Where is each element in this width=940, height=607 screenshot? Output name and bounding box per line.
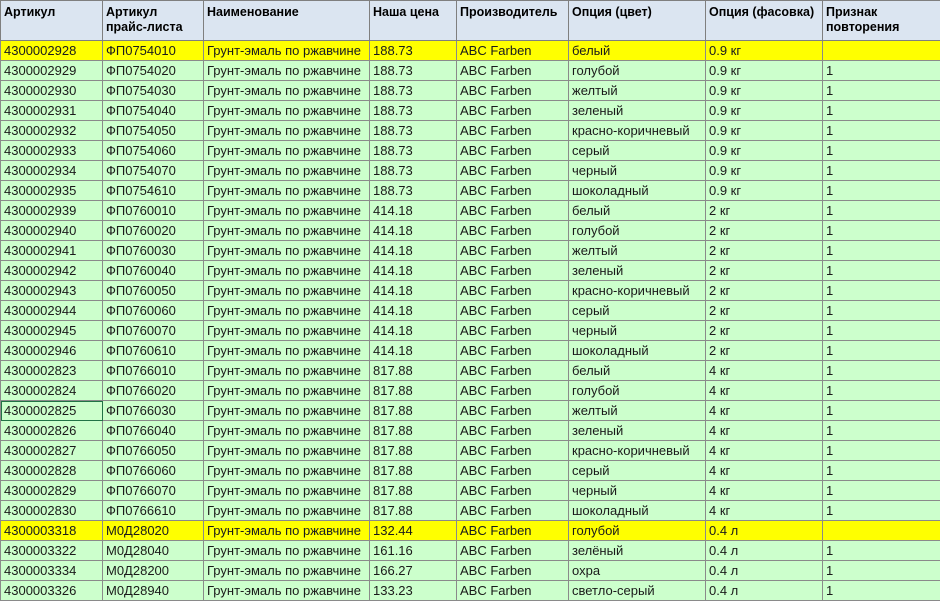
cell-pack[interactable]: 0.4 л	[706, 541, 823, 561]
cell-price-article[interactable]: ФП0754610	[103, 181, 204, 201]
cell-price-article[interactable]: ФП0760010	[103, 201, 204, 221]
cell-maker[interactable]: ABC Farben	[457, 121, 569, 141]
cell-name[interactable]: Грунт-эмаль по ржавчине	[204, 281, 370, 301]
cell-name[interactable]: Грунт-эмаль по ржавчине	[204, 361, 370, 381]
cell-pack[interactable]: 4 кг	[706, 441, 823, 461]
cell-price[interactable]: 414.18	[370, 321, 457, 341]
cell-repeat[interactable]: 1	[823, 101, 940, 121]
cell-maker[interactable]: ABC Farben	[457, 381, 569, 401]
cell-name[interactable]: Грунт-эмаль по ржавчине	[204, 401, 370, 421]
cell-price[interactable]: 414.18	[370, 201, 457, 221]
cell-article[interactable]: 4300003326	[1, 581, 103, 601]
cell-maker[interactable]: ABC Farben	[457, 561, 569, 581]
cell-maker[interactable]: ABC Farben	[457, 341, 569, 361]
cell-name[interactable]: Грунт-эмаль по ржавчине	[204, 121, 370, 141]
cell-name[interactable]: Грунт-эмаль по ржавчине	[204, 481, 370, 501]
cell-color[interactable]: голубой	[569, 221, 706, 241]
cell-price-article[interactable]: ФП0754010	[103, 41, 204, 61]
cell-maker[interactable]: ABC Farben	[457, 321, 569, 341]
cell-price[interactable]: 188.73	[370, 101, 457, 121]
cell-price[interactable]: 414.18	[370, 241, 457, 261]
table-row	[1, 281, 940, 301]
cell-maker[interactable]: ABC Farben	[457, 161, 569, 181]
cell-price-article[interactable]: ФП0754030	[103, 81, 204, 101]
cell-price-article[interactable]: ФП0754060	[103, 141, 204, 161]
cell-repeat[interactable]	[823, 41, 940, 61]
cell-price-article[interactable]: М0Д28020	[103, 521, 204, 541]
cell-maker[interactable]: ABC Farben	[457, 221, 569, 241]
table-row	[1, 161, 940, 181]
cell-repeat[interactable]: 1	[823, 81, 940, 101]
cell-color[interactable]: белый	[569, 41, 706, 61]
cell-price-article[interactable]: М0Д28040	[103, 541, 204, 561]
cell-price-article[interactable]: ФП0760050	[103, 281, 204, 301]
cell-repeat[interactable]: 1	[823, 421, 940, 441]
cell-name[interactable]: Грунт-эмаль по ржавчине	[204, 381, 370, 401]
cell-price[interactable]: 817.88	[370, 461, 457, 481]
cell-pack[interactable]: 4 кг	[706, 481, 823, 501]
cell-article[interactable]: 4300003318	[1, 521, 103, 541]
cell-name[interactable]: Грунт-эмаль по ржавчине	[204, 441, 370, 461]
cell-article[interactable]: 4300002827	[1, 441, 103, 461]
cell-name[interactable]: Грунт-эмаль по ржавчине	[204, 421, 370, 441]
cell-color[interactable]: шоколадный	[569, 181, 706, 201]
header-repeat[interactable]: Признак повторения	[823, 1, 940, 41]
cell-maker[interactable]: ABC Farben	[457, 581, 569, 601]
cell-price-article[interactable]: ФП0754020	[103, 61, 204, 81]
cell-price-article[interactable]: ФП0760060	[103, 301, 204, 321]
cell-maker[interactable]: ABC Farben	[457, 261, 569, 281]
table-row	[1, 521, 940, 541]
cell-pack[interactable]: 4 кг	[706, 361, 823, 381]
table-row	[1, 81, 940, 101]
table-row	[1, 581, 940, 601]
cell-price[interactable]: 188.73	[370, 81, 457, 101]
cell-article[interactable]: 4300002825	[1, 401, 103, 421]
cell-price-article[interactable]: ФП0760020	[103, 221, 204, 241]
cell-maker[interactable]: ABC Farben	[457, 181, 569, 201]
cell-color[interactable]: белый	[569, 361, 706, 381]
cell-color[interactable]: голубой	[569, 521, 706, 541]
cell-color[interactable]: черный	[569, 321, 706, 341]
cell-price-article[interactable]: ФП0766040	[103, 421, 204, 441]
cell-maker[interactable]: ABC Farben	[457, 101, 569, 121]
cell-color[interactable]: черный	[569, 481, 706, 501]
cell-article[interactable]: 4300002946	[1, 341, 103, 361]
cell-repeat[interactable]: 1	[823, 241, 940, 261]
cell-price[interactable]: 161.16	[370, 541, 457, 561]
cell-repeat[interactable]: 1	[823, 561, 940, 581]
cell-price[interactable]: 414.18	[370, 341, 457, 361]
cell-color[interactable]: зеленый	[569, 101, 706, 121]
table-row	[1, 181, 940, 201]
cell-color[interactable]: голубой	[569, 61, 706, 81]
cell-pack[interactable]: 0.9 кг	[706, 61, 823, 81]
cell-name[interactable]: Грунт-эмаль по ржавчине	[204, 261, 370, 281]
cell-name[interactable]: Грунт-эмаль по ржавчине	[204, 81, 370, 101]
cell-pack[interactable]: 4 кг	[706, 401, 823, 421]
cell-name[interactable]: Грунт-эмаль по ржавчине	[204, 501, 370, 521]
cell-color[interactable]: серый	[569, 461, 706, 481]
cell-price-article[interactable]: ФП0766020	[103, 381, 204, 401]
cell-pack[interactable]: 0.9 кг	[706, 121, 823, 141]
cell-price[interactable]: 132.44	[370, 521, 457, 541]
cell-color[interactable]: зеленый	[569, 421, 706, 441]
cell-maker[interactable]: ABC Farben	[457, 201, 569, 221]
cell-article[interactable]: 4300002828	[1, 461, 103, 481]
cell-name[interactable]: Грунт-эмаль по ржавчине	[204, 101, 370, 121]
cell-color[interactable]: зеленый	[569, 261, 706, 281]
cell-pack[interactable]: 4 кг	[706, 461, 823, 481]
cell-maker[interactable]: ABC Farben	[457, 421, 569, 441]
table-row	[1, 41, 940, 61]
cell-repeat[interactable]: 1	[823, 361, 940, 381]
table-row	[1, 541, 940, 561]
table-row	[1, 441, 940, 461]
cell-maker[interactable]: ABC Farben	[457, 81, 569, 101]
cell-article[interactable]: 4300002945	[1, 321, 103, 341]
cell-article[interactable]: 4300003322	[1, 541, 103, 561]
cell-price-article[interactable]: М0Д28940	[103, 581, 204, 601]
cell-name[interactable]: Грунт-эмаль по ржавчине	[204, 581, 370, 601]
table-body	[1, 41, 940, 601]
table-row	[1, 241, 940, 261]
cell-price[interactable]: 817.88	[370, 381, 457, 401]
cell-name[interactable]: Грунт-эмаль по ржавчине	[204, 241, 370, 261]
cell-article[interactable]: 4300002930	[1, 81, 103, 101]
cell-color[interactable]: охра	[569, 561, 706, 581]
cell-article[interactable]: 4300002929	[1, 61, 103, 81]
cell-article[interactable]: 4300002944	[1, 301, 103, 321]
cell-price-article[interactable]: ФП0760030	[103, 241, 204, 261]
cell-price[interactable]: 188.73	[370, 121, 457, 141]
header-maker[interactable]: Производитель	[457, 1, 569, 41]
cell-price[interactable]: 414.18	[370, 261, 457, 281]
cell-name[interactable]: Грунт-эмаль по ржавчине	[204, 41, 370, 61]
cell-maker[interactable]: ABC Farben	[457, 481, 569, 501]
cell-maker[interactable]: ABC Farben	[457, 141, 569, 161]
table-row	[1, 341, 940, 361]
cell-price[interactable]: 414.18	[370, 301, 457, 321]
cell-name[interactable]: Грунт-эмаль по ржавчине	[204, 541, 370, 561]
cell-name[interactable]: Грунт-эмаль по ржавчине	[204, 341, 370, 361]
cell-price[interactable]: 414.18	[370, 281, 457, 301]
cell-maker[interactable]: ABC Farben	[457, 41, 569, 61]
cell-maker[interactable]: ABC Farben	[457, 61, 569, 81]
cell-name[interactable]: Грунт-эмаль по ржавчине	[204, 221, 370, 241]
cell-repeat[interactable]: 1	[823, 161, 940, 181]
cell-color[interactable]: белый	[569, 201, 706, 221]
table-row	[1, 201, 940, 221]
cell-repeat[interactable]: 1	[823, 501, 940, 521]
cell-name[interactable]: Грунт-эмаль по ржавчине	[204, 161, 370, 181]
table-row	[1, 141, 940, 161]
cell-maker[interactable]: ABC Farben	[457, 441, 569, 461]
header-price[interactable]: Наша цена	[370, 1, 457, 41]
cell-color[interactable]: черный	[569, 161, 706, 181]
cell-price[interactable]: 133.23	[370, 581, 457, 601]
cell-repeat[interactable]: 1	[823, 401, 940, 421]
cell-maker[interactable]: ABC Farben	[457, 361, 569, 381]
cell-pack[interactable]: 2 кг	[706, 221, 823, 241]
cell-pack[interactable]: 4 кг	[706, 421, 823, 441]
header-article[interactable]: Артикул	[1, 1, 103, 41]
cell-name[interactable]: Грунт-эмаль по ржавчине	[204, 301, 370, 321]
table-row	[1, 61, 940, 81]
cell-color[interactable]: голубой	[569, 381, 706, 401]
cell-price-article[interactable]: ФП0754070	[103, 161, 204, 181]
table-row	[1, 261, 940, 281]
cell-price-article[interactable]: ФП0766060	[103, 461, 204, 481]
cell-color[interactable]: красно-коричневый	[569, 281, 706, 301]
cell-pack[interactable]: 0.9 кг	[706, 81, 823, 101]
cell-repeat[interactable]: 1	[823, 141, 940, 161]
cell-maker[interactable]: ABC Farben	[457, 501, 569, 521]
table-row	[1, 401, 940, 421]
cell-color[interactable]: желтый	[569, 81, 706, 101]
cell-repeat[interactable]: 1	[823, 381, 940, 401]
cell-repeat[interactable]: 1	[823, 581, 940, 601]
cell-article[interactable]: 4300002830	[1, 501, 103, 521]
cell-color[interactable]: светло-серый	[569, 581, 706, 601]
cell-article[interactable]: 4300002823	[1, 361, 103, 381]
cell-maker[interactable]: ABC Farben	[457, 281, 569, 301]
cell-price[interactable]: 188.73	[370, 181, 457, 201]
table-row	[1, 121, 940, 141]
cell-pack[interactable]: 0.9 кг	[706, 41, 823, 61]
cell-pack[interactable]: 2 кг	[706, 321, 823, 341]
cell-price-article[interactable]: ФП0754050	[103, 121, 204, 141]
cell-price[interactable]: 188.73	[370, 141, 457, 161]
cell-name[interactable]: Грунт-эмаль по ржавчине	[204, 561, 370, 581]
cell-repeat[interactable]: 1	[823, 201, 940, 221]
cell-article[interactable]: 4300002940	[1, 221, 103, 241]
cell-repeat[interactable]: 1	[823, 221, 940, 241]
cell-pack[interactable]: 2 кг	[706, 281, 823, 301]
cell-pack[interactable]: 0.9 кг	[706, 141, 823, 161]
table-row	[1, 301, 940, 321]
cell-article[interactable]: 4300002826	[1, 421, 103, 441]
cell-color[interactable]: желтый	[569, 241, 706, 261]
header-pack[interactable]: Опция (фасовка)	[706, 1, 823, 41]
cell-color[interactable]: красно-коричневый	[569, 121, 706, 141]
cell-article[interactable]: 4300002928	[1, 41, 103, 61]
cell-article[interactable]: 4300002941	[1, 241, 103, 261]
cell-price[interactable]: 188.73	[370, 41, 457, 61]
cell-price[interactable]: 817.88	[370, 481, 457, 501]
cell-repeat[interactable]	[823, 521, 940, 541]
table-row	[1, 501, 940, 521]
cell-article[interactable]: 4300003334	[1, 561, 103, 581]
cell-color[interactable]: зелёный	[569, 541, 706, 561]
cell-price[interactable]: 817.88	[370, 441, 457, 461]
cell-pack[interactable]: 4 кг	[706, 381, 823, 401]
cell-price-article[interactable]: ФП0760040	[103, 261, 204, 281]
header-color[interactable]: Опция (цвет)	[569, 1, 706, 41]
table-row	[1, 481, 940, 501]
cell-color[interactable]: шоколадный	[569, 501, 706, 521]
cell-name[interactable]: Грунт-эмаль по ржавчине	[204, 521, 370, 541]
cell-price-article[interactable]: ФП0766610	[103, 501, 204, 521]
cell-price[interactable]: 817.88	[370, 401, 457, 421]
cell-repeat[interactable]: 1	[823, 61, 940, 81]
table-row	[1, 321, 940, 341]
cell-maker[interactable]: ABC Farben	[457, 521, 569, 541]
cell-repeat[interactable]: 1	[823, 121, 940, 141]
cell-article[interactable]: 4300002942	[1, 261, 103, 281]
cell-article[interactable]: 4300002935	[1, 181, 103, 201]
cell-price[interactable]: 188.73	[370, 161, 457, 181]
table-row	[1, 461, 940, 481]
cell-repeat[interactable]: 1	[823, 181, 940, 201]
cell-article[interactable]: 4300002933	[1, 141, 103, 161]
cell-maker[interactable]: ABC Farben	[457, 541, 569, 561]
cell-price[interactable]: 166.27	[370, 561, 457, 581]
cell-name[interactable]: Грунт-эмаль по ржавчине	[204, 141, 370, 161]
cell-color[interactable]: серый	[569, 301, 706, 321]
cell-price[interactable]: 188.73	[370, 61, 457, 81]
cell-name[interactable]: Грунт-эмаль по ржавчине	[204, 461, 370, 481]
cell-price-article[interactable]: ФП0766050	[103, 441, 204, 461]
cell-repeat[interactable]: 1	[823, 341, 940, 361]
cell-price-article[interactable]: ФП0766030	[103, 401, 204, 421]
cell-pack[interactable]: 0.4 л	[706, 561, 823, 581]
cell-pack[interactable]: 2 кг	[706, 301, 823, 321]
table-row	[1, 221, 940, 241]
cell-color[interactable]: серый	[569, 141, 706, 161]
cell-pack[interactable]: 2 кг	[706, 261, 823, 281]
cell-price[interactable]: 414.18	[370, 221, 457, 241]
table-row	[1, 361, 940, 381]
cell-article[interactable]: 4300002934	[1, 161, 103, 181]
cell-color[interactable]: шоколадный	[569, 341, 706, 361]
cell-pack[interactable]: 4 кг	[706, 501, 823, 521]
cell-price-article[interactable]: ФП0760610	[103, 341, 204, 361]
cell-repeat[interactable]: 1	[823, 541, 940, 561]
cell-article[interactable]: 4300002931	[1, 101, 103, 121]
cell-color[interactable]: желтый	[569, 401, 706, 421]
cell-price[interactable]: 817.88	[370, 501, 457, 521]
table-row	[1, 101, 940, 121]
cell-name[interactable]: Грунт-эмаль по ржавчине	[204, 61, 370, 81]
cell-name[interactable]: Грунт-эмаль по ржавчине	[204, 321, 370, 341]
cell-price-article[interactable]: ФП0760070	[103, 321, 204, 341]
cell-pack[interactable]: 2 кг	[706, 241, 823, 261]
cell-article[interactable]: 4300002943	[1, 281, 103, 301]
cell-price-article[interactable]: ФП0754040	[103, 101, 204, 121]
header-name[interactable]: Наименование	[204, 1, 370, 41]
cell-repeat[interactable]: 1	[823, 321, 940, 341]
header-row	[1, 1, 940, 41]
cell-maker[interactable]: ABC Farben	[457, 301, 569, 321]
cell-name[interactable]: Грунт-эмаль по ржавчине	[204, 181, 370, 201]
cell-pack[interactable]: 0.4 л	[706, 581, 823, 601]
cell-maker[interactable]: ABC Farben	[457, 461, 569, 481]
cell-repeat[interactable]: 1	[823, 481, 940, 501]
cell-article[interactable]: 4300002829	[1, 481, 103, 501]
table-row	[1, 381, 940, 401]
cell-repeat[interactable]: 1	[823, 461, 940, 481]
cell-pack[interactable]: 2 кг	[706, 341, 823, 361]
cell-price-article[interactable]: ФП0766070	[103, 481, 204, 501]
cell-pack[interactable]: 0.9 кг	[706, 161, 823, 181]
cell-pack[interactable]: 0.9 кг	[706, 181, 823, 201]
cell-maker[interactable]: ABC Farben	[457, 401, 569, 421]
cell-color[interactable]: красно-коричневый	[569, 441, 706, 461]
cell-article[interactable]: 4300002939	[1, 201, 103, 221]
cell-name[interactable]: Грунт-эмаль по ржавчине	[204, 201, 370, 221]
cell-repeat[interactable]: 1	[823, 441, 940, 461]
cell-repeat[interactable]: 1	[823, 261, 940, 281]
cell-maker[interactable]: ABC Farben	[457, 241, 569, 261]
cell-price-article[interactable]: ФП0766010	[103, 361, 204, 381]
cell-pack[interactable]: 0.9 кг	[706, 101, 823, 121]
cell-pack[interactable]: 0.4 л	[706, 521, 823, 541]
cell-price[interactable]: 817.88	[370, 421, 457, 441]
table-row	[1, 421, 940, 441]
cell-price[interactable]: 817.88	[370, 361, 457, 381]
cell-repeat[interactable]: 1	[823, 301, 940, 321]
header-price-article[interactable]: Артикул прайс-листа	[103, 1, 204, 41]
table-row	[1, 561, 940, 581]
cell-repeat[interactable]: 1	[823, 281, 940, 301]
cell-article[interactable]: 4300002932	[1, 121, 103, 141]
cell-price-article[interactable]: М0Д28200	[103, 561, 204, 581]
cell-article[interactable]: 4300002824	[1, 381, 103, 401]
cell-pack[interactable]: 2 кг	[706, 201, 823, 221]
